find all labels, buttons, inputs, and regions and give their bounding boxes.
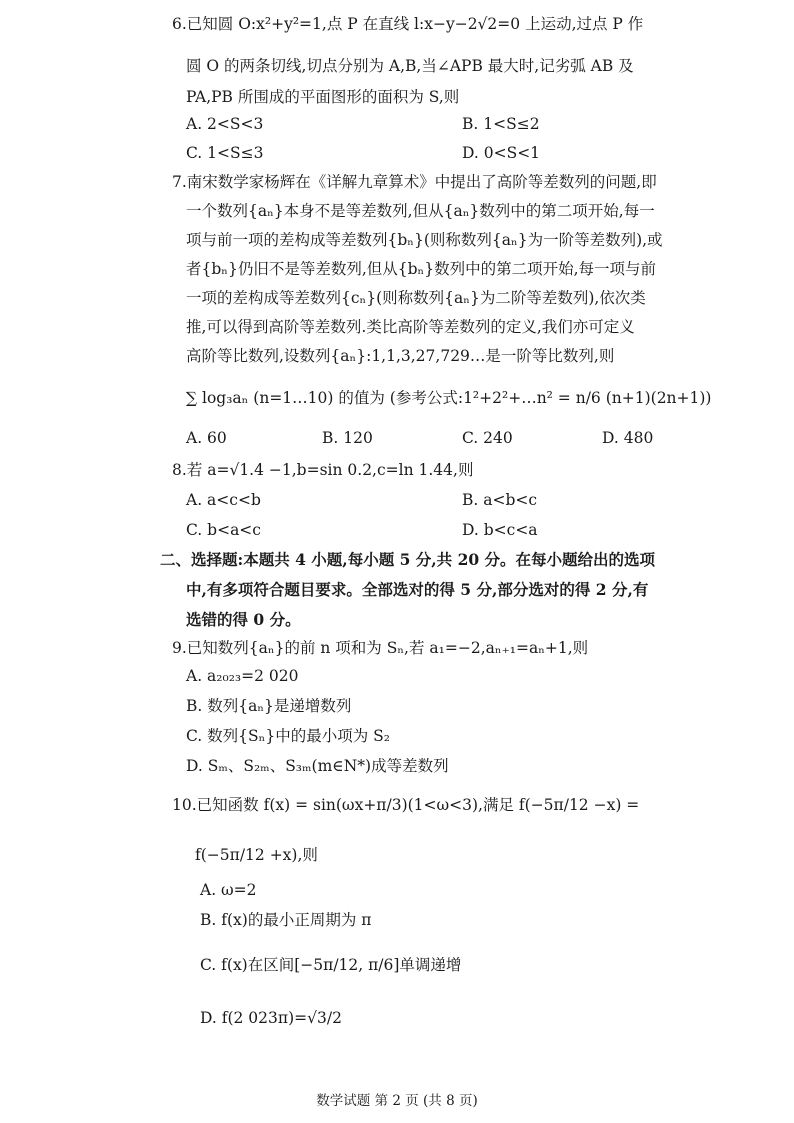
q7-option-d: D. 480: [602, 429, 654, 447]
q8-option-a: A. a<c<b: [186, 491, 261, 509]
q7-option-a: A. 60: [186, 429, 227, 447]
q10-option-a: A. ω=2: [200, 881, 257, 899]
q7-line-8: ∑ log₃aₙ (n=1…10) 的值为 (参考公式:1²+2²+…n² = n/6 (n+1)(2n+1)): [186, 389, 712, 407]
section2-line-1: 二、选择题:本题共 4 小题,每小题 5 分,共 20 分。在每小题给出的选项: [160, 550, 656, 569]
q7-line-4: 者{bₙ}仍旧不是等差数列,但从{bₙ}数列中的第二项开始,每一项与前: [186, 260, 657, 278]
q7-option-c: C. 240: [462, 429, 513, 447]
q7-line-5: 一项的差构成等差数列{cₙ}(则称数列{aₙ}为二阶等差数列),依次类: [186, 289, 646, 307]
page-footer: 数学试题 第 2 页 (共 8 页): [316, 1093, 478, 1109]
q9-option-a: A. a₂₀₂₃=2 020: [186, 667, 299, 685]
q6-option-a: A. 2<S<3: [186, 115, 264, 133]
section2-line-2: 中,有多项符合题目要求。全部选对的得 5 分,部分选对的得 2 分,有: [186, 580, 649, 599]
q6-option-b: B. 1<S≤2: [462, 115, 540, 133]
q7-line-3: 项与前一项的差构成等差数列{bₙ}(则称数列{aₙ}为一阶等差数列),或: [186, 231, 663, 249]
q7-line-7: 高阶等比数列,设数列{aₙ}:1,1,3,27,729…是一阶等比数列,则: [186, 347, 615, 365]
q6-line-2: 圆 O 的两条切线,切点分别为 A,B,当∠APB 最大时,记劣弧 AB 及: [186, 57, 634, 75]
q9-option-b: B. 数列{aₙ}是递增数列: [186, 697, 352, 715]
q10-line-2: f(−5π/12 +x),则: [195, 846, 318, 864]
q7-line-1: 7.南宋数学家杨辉在《详解九章算术》中提出了高阶等差数列的问题,即: [172, 173, 657, 191]
q7-line-6: 推,可以得到高阶等差数列.类比高阶等差数列的定义,我们亦可定义: [186, 318, 635, 336]
q6-line-3: PA,PB 所围成的平面图形的面积为 S,则: [186, 88, 460, 106]
q9-option-c: C. 数列{Sₙ}中的最小项为 S₂: [186, 727, 390, 745]
q9-line-1: 9.已知数列{aₙ}的前 n 项和为 Sₙ,若 a₁=−2,aₙ₊₁=aₙ+1,则: [172, 639, 589, 657]
q7-line-2: 一个数列{aₙ}本身不是等差数列,但从{aₙ}数列中的第二项开始,每一: [186, 202, 655, 220]
q7-option-b: B. 120: [322, 429, 373, 447]
q6-option-c: C. 1<S≤3: [186, 144, 264, 162]
q9-option-d: D. Sₘ、S₂ₘ、S₃ₘ(m∈N*)成等差数列: [186, 757, 449, 775]
q6-line-1: 6.已知圆 O:x²+y²=1,点 P 在直线 l:x−y−2√2=0 上运动,过点 P 作: [172, 15, 644, 33]
q8-option-d: D. b<c<a: [462, 521, 538, 539]
q10-line-1: 10.已知函数 f(x) = sin(ωx+π/3)(1<ω<3),满足 f(−5π/12 −x) =: [172, 796, 640, 814]
section2-line-3: 选错的得 0 分。: [186, 610, 301, 629]
q8-option-c: C. b<a<c: [186, 521, 261, 539]
q8-option-b: B. a<b<c: [462, 491, 538, 509]
q8-line-1: 8.若 a=√1.4 −1,b=sin 0.2,c=ln 1.44,则: [172, 461, 474, 479]
q10-option-d: D. f(2 023π)=√3/2: [200, 1009, 342, 1027]
q10-option-c: C. f(x)在区间[−5π/12, π/6]单调递增: [200, 956, 462, 974]
q10-option-b: B. f(x)的最小正周期为 π: [200, 911, 372, 929]
q6-option-d: D. 0<S<1: [462, 144, 541, 162]
